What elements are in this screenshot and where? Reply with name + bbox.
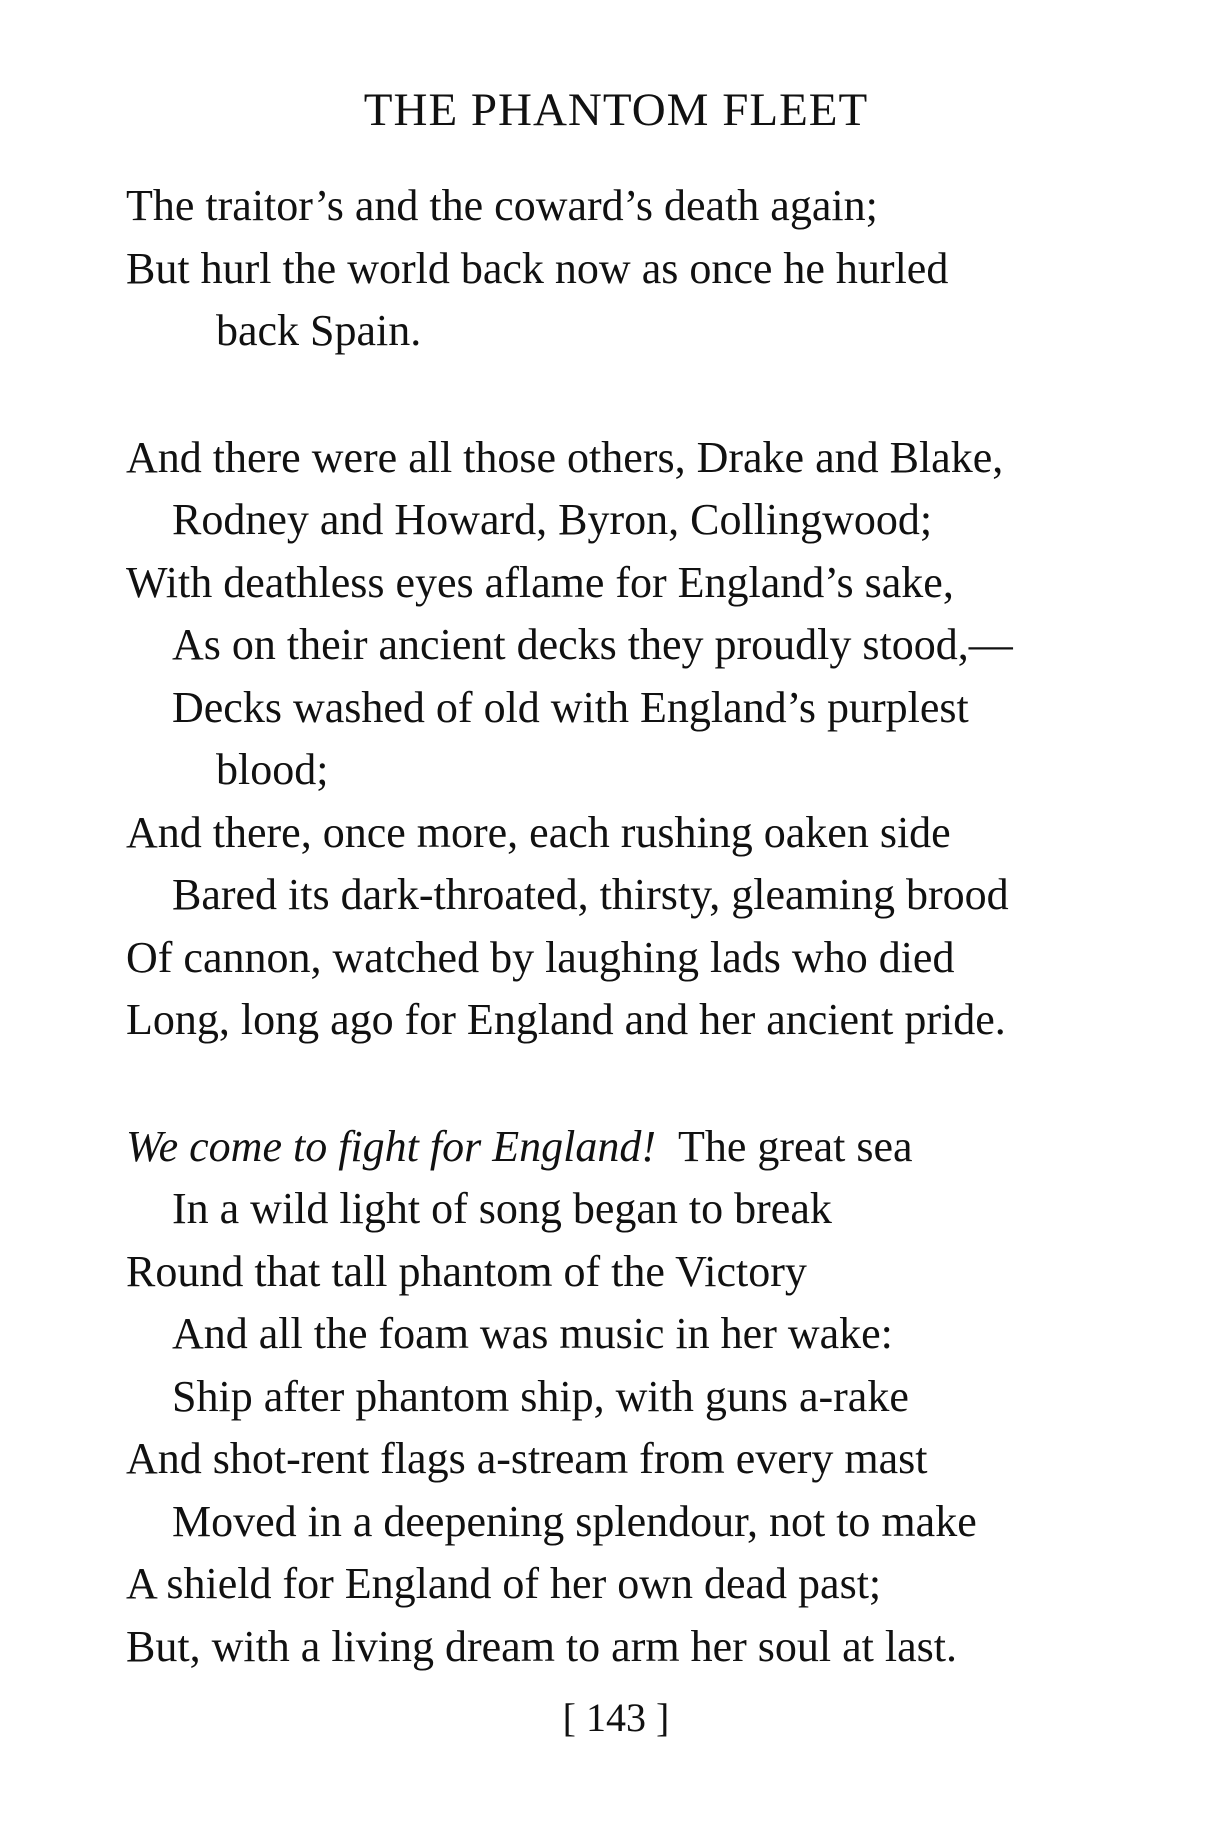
poem-line: And shot-rent flags a-stream from every mast: [126, 1434, 928, 1483]
poem-line: As on their ancient decks they proudly stood,—: [172, 620, 1013, 669]
poem-line: And all the foam was music in her wake:: [172, 1309, 893, 1358]
poem-line: Ship after phantom ship, with guns a-rake: [172, 1371, 909, 1421]
poem-line: But hurl the world back now as once he hurled: [126, 243, 949, 293]
stanza-break: [126, 1052, 1126, 1116]
poem-line: Long, long ago for England and her ancient pride.: [126, 995, 1006, 1044]
poem-line: Rodney and Howard, Byron, Collingwood;: [172, 495, 933, 544]
poem-line: Decks washed of old with England’s purplest: [172, 682, 969, 732]
stanza-break: [126, 363, 1126, 427]
poem-line: Moved in a deepening splendour, not to make: [172, 1496, 977, 1546]
poem-line: With deathless eyes aflame for England’s sake,: [126, 557, 954, 607]
italic-refrain: We come to fight for England!: [126, 1121, 656, 1171]
poem-line-runover: blood;: [216, 745, 329, 794]
poem-line: But, with a living dream to arm her soul at last.: [126, 1621, 957, 1671]
poem-line: The traitor’s and the coward’s death again;: [126, 181, 878, 230]
page-number: [ 143 ]: [562, 1695, 670, 1740]
poem-line: And there, once more, each rushing oaken side: [126, 807, 951, 857]
poem-line: Round that tall phantom of the Victory: [126, 1246, 807, 1296]
poem-line: A shield for England of her own dead past;: [126, 1559, 882, 1608]
poem-line-continuation: The great sea: [677, 1121, 913, 1171]
poem-line: Bared its dark-throated, thirsty, gleaming brood: [172, 870, 1009, 919]
poem-body: [126, 175, 1126, 1678]
poem-line: And there were all those others, Drake and Blake,: [126, 432, 1004, 482]
poem-line: In a wild light of song began to break: [172, 1184, 832, 1233]
running-title: THE PHANTOM FLEET: [363, 84, 869, 136]
poem-line: Of cannon, watched by laughing lads who died: [126, 932, 955, 982]
poem-line-runover: back Spain.: [216, 306, 422, 355]
poem-line: [126, 1116, 1126, 1179]
